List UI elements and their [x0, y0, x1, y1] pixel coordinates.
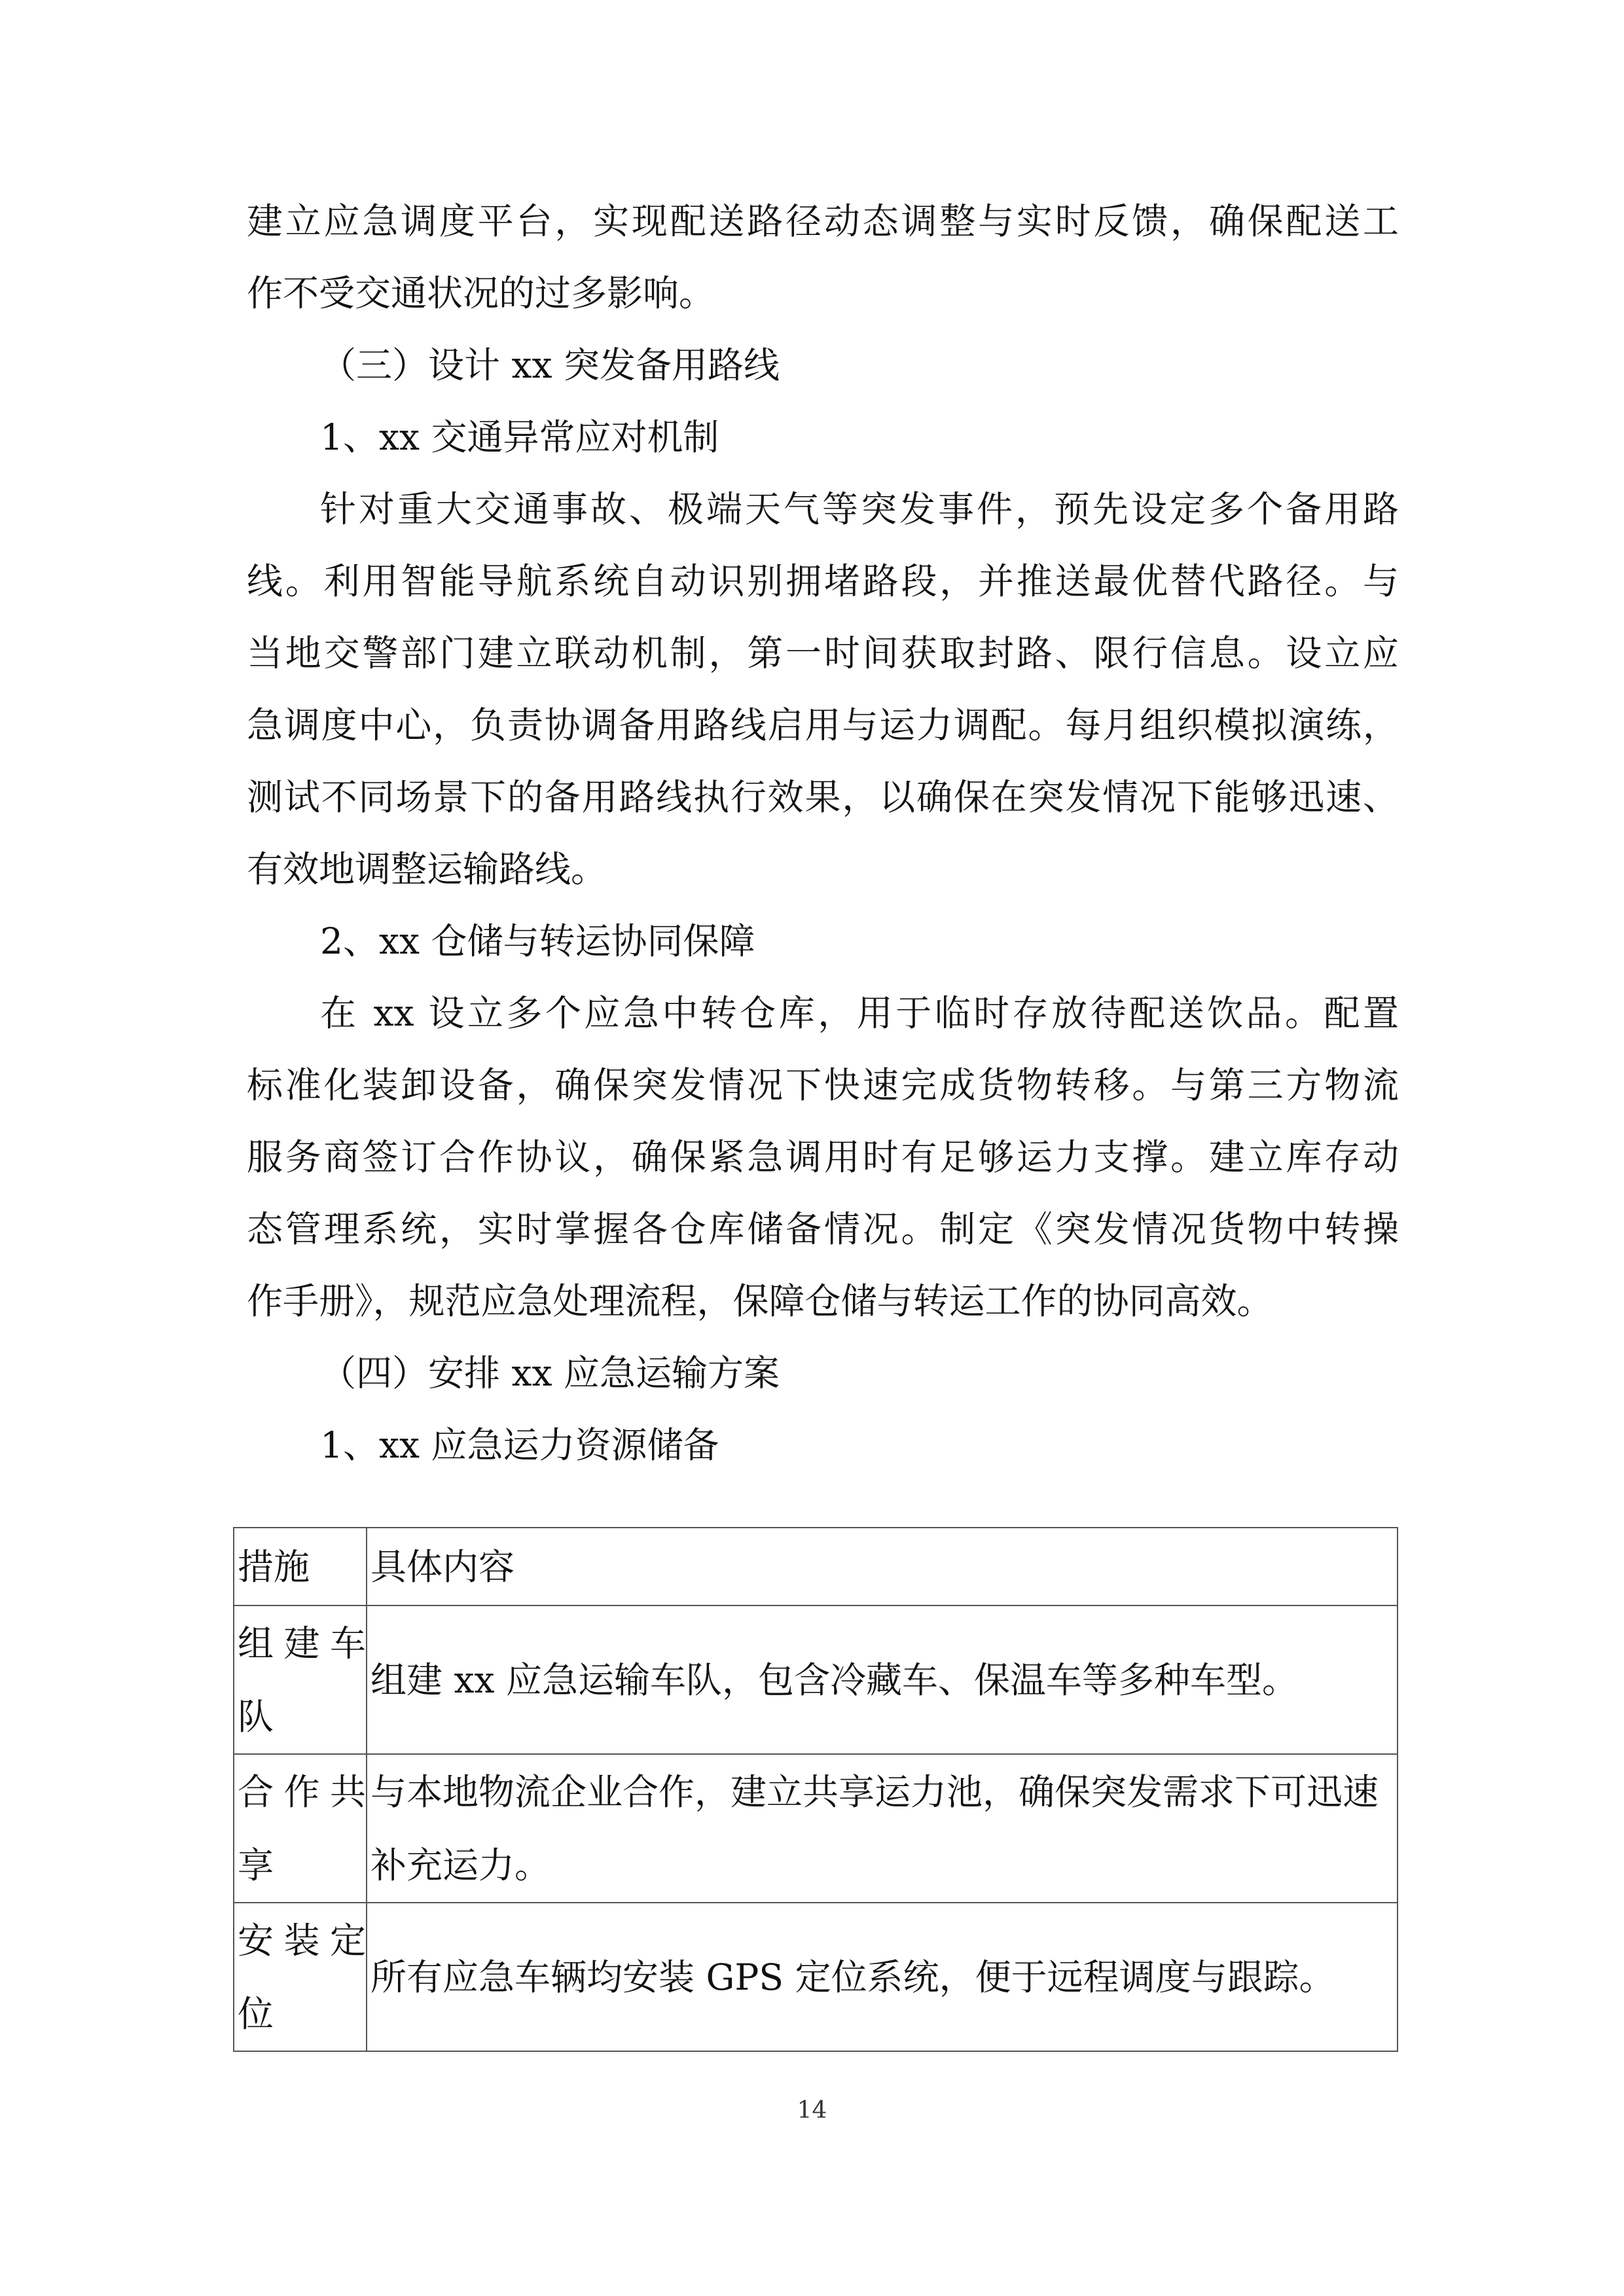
content-text: 所有应急车辆均安装 GPS 定位系统，便于远程调度与跟踪。 — [370, 1956, 1335, 1998]
measure-line: 队 — [238, 1695, 274, 1738]
measure-line: 享 — [238, 1844, 274, 1886]
table-header-cell — [234, 1528, 367, 1605]
paragraph-line: 建立应急调度平台，实现配送路径动态调整与实时反馈，确保配送工 — [247, 200, 1399, 242]
subsection-heading: 1、xx 应急运力资源储备 — [320, 1424, 719, 1466]
header-content: 具体内容 — [370, 1545, 515, 1588]
page-number: 14 — [797, 2097, 827, 2124]
paragraph-line: 态管理系统，实时掌握各仓库储备情况。制定《突发情况货物中转操 — [247, 1208, 1399, 1250]
paragraph-line: 作手册》，规范应急处理流程，保障仓储与转运工作的协同高效。 — [247, 1280, 1273, 1322]
table-header-row — [234, 1528, 1398, 1605]
paragraph-line: 有效地调整运输路线。 — [247, 848, 607, 890]
table-header-cell — [367, 1528, 1398, 1605]
measure-line: 位 — [238, 1992, 274, 2035]
table-cell-content — [367, 1903, 1398, 2051]
paragraph-line: 作不受交通状况的过多影响。 — [247, 272, 715, 314]
paragraph-line: 标准化装卸设备，确保突发情况下快速完成货物转移。与第三方物流 — [247, 1064, 1399, 1106]
content-text: 与本地物流企业合作，建立共享运力池，确保突发需求下可迅速补充运力。 — [370, 1770, 1379, 1886]
paragraph-line: 线。利用智能导航系统自动识别拥堵路段，并推送最优替代路径。与 — [247, 560, 1399, 602]
subsection-heading: 1、xx 交通异常应对机制 — [320, 416, 719, 458]
paragraph-line: 在 xx 设立多个应急中转仓库，用于临时存放待配送饮品。配置 — [320, 992, 1399, 1034]
paragraph-line: 服务商签订合作协议，确保紧急调用时有足够运力支撑。建立库存动 — [247, 1136, 1399, 1178]
table-cell-content — [367, 1605, 1398, 1754]
paragraph-line: 针对重大交通事故、极端天气等突发事件，预先设定多个备用路 — [320, 488, 1399, 530]
measure-line: 组建车 — [238, 1622, 366, 1664]
content-text: 组建 xx 应急运输车队，包含冷藏车、保温车等多种车型。 — [370, 1659, 1299, 1701]
paragraph-line: 测试不同场景下的备用路线执行效果，以确保在突发情况下能够迅速、 — [247, 776, 1399, 818]
measures-table — [233, 1527, 1398, 2052]
section-heading: （三）设计 xx 突发备用路线 — [320, 344, 780, 386]
table-row — [234, 1754, 1398, 1903]
table-row — [234, 1605, 1398, 1754]
table-cell-measure — [234, 1903, 367, 2051]
section-heading: （四）安排 xx 应急运输方案 — [320, 1352, 780, 1394]
subsection-heading: 2、xx 仓储与转运协同保障 — [320, 920, 755, 962]
measure-line: 合作共 — [238, 1770, 366, 1813]
table-cell-measure — [234, 1754, 367, 1903]
table-row — [234, 1903, 1398, 2051]
paragraph-line: 急调度中心，负责协调备用路线启用与运力调配。每月组织模拟演练， — [247, 704, 1399, 746]
paragraph-line: 当地交警部门建立联动机制，第一时间获取封路、限行信息。设立应 — [247, 632, 1399, 674]
table-cell-content — [367, 1754, 1398, 1903]
table-cell-measure — [234, 1605, 367, 1754]
header-measure: 措施 — [238, 1545, 310, 1588]
measure-line: 安装定 — [238, 1919, 366, 1962]
